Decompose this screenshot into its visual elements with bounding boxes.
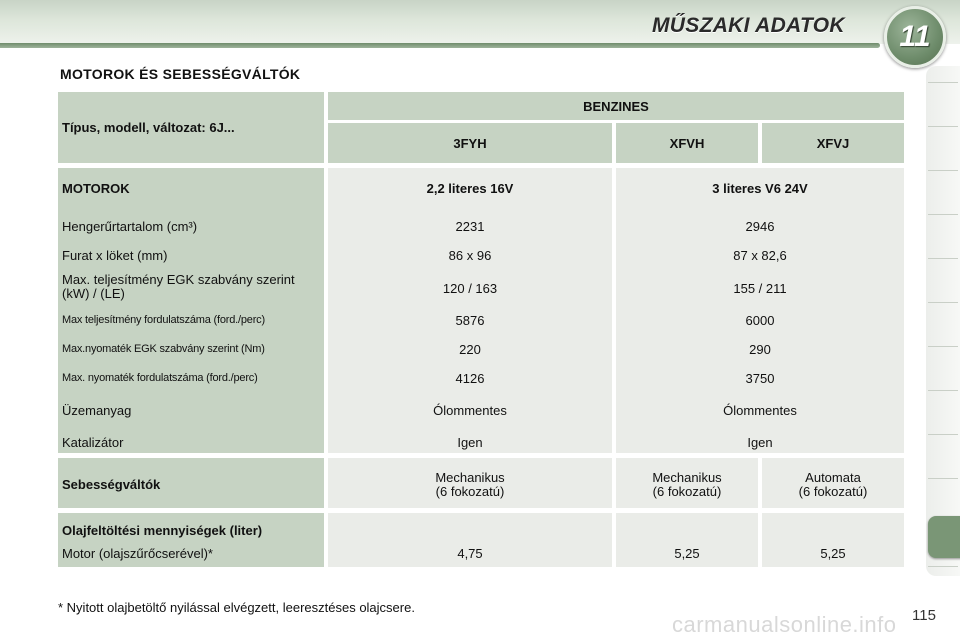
row-label-bore-stroke: Furat x löket (mm) bbox=[62, 248, 168, 263]
value-torque-1: 220 bbox=[459, 342, 481, 357]
value-catalyst-2: Igen bbox=[747, 435, 773, 450]
engines-heading: MOTOROK bbox=[62, 181, 130, 196]
tab-divider bbox=[928, 390, 958, 391]
gearbox-value-2 bbox=[616, 471, 758, 499]
oil-heading: Olajfeltöltési mennyiségek (liter) bbox=[62, 523, 263, 538]
variant-header-3 bbox=[762, 123, 904, 163]
variant-header-1 bbox=[328, 123, 612, 163]
variant-label: XFVH bbox=[669, 135, 705, 151]
value-power-2: 155 / 211 bbox=[733, 281, 787, 296]
oil-value-1: 4,75 bbox=[457, 546, 483, 561]
oil-value-2: 5,25 bbox=[674, 546, 700, 561]
variant-label: XFVJ bbox=[816, 135, 850, 151]
row-label-power: Max. teljesítmény EGK szabvány szerint (kW) / (LE) bbox=[62, 272, 295, 301]
tab-divider bbox=[928, 346, 958, 347]
value-displacement-1: 2231 bbox=[455, 219, 485, 234]
row-label-catalyst: Katalizátor bbox=[62, 435, 124, 450]
fuel-header: BENZINES bbox=[583, 98, 649, 114]
tab-divider bbox=[928, 566, 958, 567]
row-label-torque: Max.nyomaték EGK szabvány szerint (Nm) bbox=[62, 343, 265, 355]
value-fuel-1: Ólommentes bbox=[433, 403, 507, 418]
chapter-number: 11 bbox=[899, 20, 931, 53]
gearbox-gears: (6 fokozatú) bbox=[798, 484, 868, 499]
value-power-rpm-2: 6000 bbox=[745, 313, 775, 328]
value-power-1: 120 / 163 bbox=[442, 281, 498, 296]
tab-divider bbox=[928, 82, 958, 83]
type-label-cell bbox=[58, 92, 324, 163]
row-label-torque-rpm: Max. nyomaték fordulatszáma (ford./perc) bbox=[62, 372, 258, 384]
tab-divider bbox=[928, 434, 958, 435]
tab-divider bbox=[928, 170, 958, 171]
value-torque-rpm-2: 3750 bbox=[745, 371, 775, 386]
tab-divider bbox=[928, 302, 958, 303]
gearbox-type: Mechanikus bbox=[652, 470, 722, 485]
tab-divider bbox=[928, 258, 958, 259]
tab-divider bbox=[928, 214, 958, 215]
header-rule bbox=[0, 43, 880, 48]
variant-label: 3FYH bbox=[453, 135, 487, 151]
gearbox-value-3 bbox=[762, 471, 904, 499]
chapter-tab-strip bbox=[926, 66, 960, 576]
gearbox-type: Mechanikus bbox=[435, 470, 505, 485]
oil-row-label: Motor (olajszűrőcserével)* bbox=[62, 546, 213, 561]
gearbox-gears: (6 fokozatú) bbox=[435, 484, 505, 499]
engine-2-name: 3 literes V6 24V bbox=[712, 181, 808, 196]
value-displacement-2: 2946 bbox=[745, 219, 775, 234]
fuel-header-cell bbox=[328, 92, 904, 120]
gearbox-value-1 bbox=[328, 471, 612, 499]
watermark: carmanualsonline.info bbox=[672, 612, 897, 637]
tab-divider bbox=[928, 478, 958, 479]
value-fuel-2: Ólommentes bbox=[723, 403, 797, 418]
value-torque-2: 290 bbox=[749, 342, 771, 357]
type-label: Típus, modell, változat: 6J... bbox=[62, 120, 235, 135]
gearbox-gears: (6 fokozatú) bbox=[652, 484, 722, 499]
value-bore-stroke-1: 86 x 96 bbox=[448, 248, 492, 263]
row-label-fuel: Üzemanyag bbox=[62, 403, 132, 418]
gearbox-heading: Sebességváltók bbox=[62, 477, 161, 492]
tab-divider bbox=[928, 126, 958, 127]
value-bore-stroke-2: 87 x 82,6 bbox=[733, 248, 787, 263]
value-power-rpm-1: 5876 bbox=[455, 313, 485, 328]
section-title: MOTOROK ÉS SEBESSÉGVÁLTÓK bbox=[60, 66, 301, 82]
page-number: 115 bbox=[912, 607, 936, 624]
row-label-power-rpm: Max teljesítmény fordulatszáma (ford./perc) bbox=[62, 314, 265, 326]
active-chapter-tab bbox=[928, 516, 960, 558]
value-torque-rpm-1: 4126 bbox=[455, 371, 485, 386]
variant-header-2 bbox=[616, 123, 758, 163]
engine-1-name: 2,2 literes 16V bbox=[426, 181, 514, 196]
chapter-title: MŰSZAKI ADATOK bbox=[652, 14, 845, 37]
row-label-displacement: Hengerűrtartalom (cm³) bbox=[62, 219, 198, 234]
gearbox-type: Automata bbox=[805, 470, 861, 485]
footnote: * Nyitott olajbetöltő nyilással elvégzett, leeresztéses olajcsere. bbox=[58, 600, 415, 615]
oil-value-3: 5,25 bbox=[820, 546, 846, 561]
value-catalyst-1: Igen bbox=[457, 435, 483, 450]
chapter-number-badge bbox=[884, 6, 946, 68]
